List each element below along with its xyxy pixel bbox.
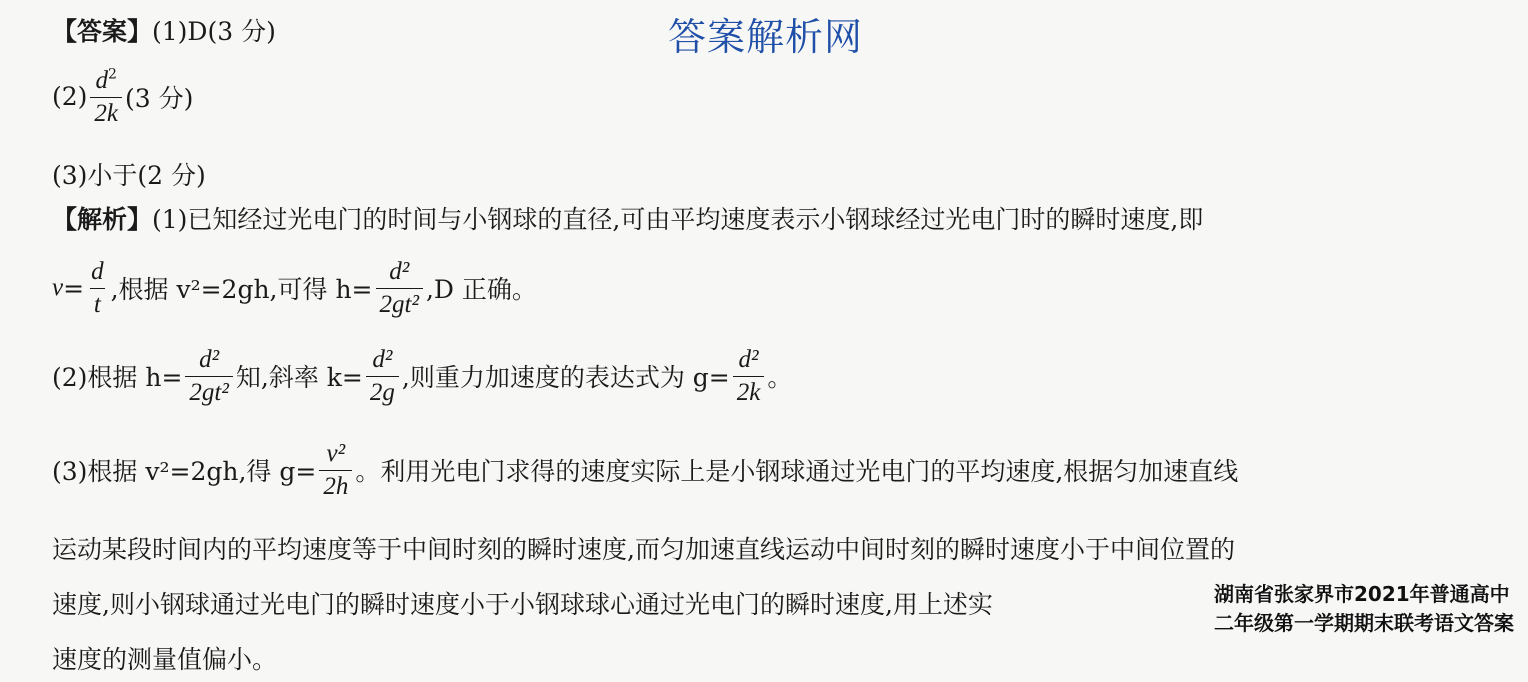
g-den: 2k <box>733 376 765 407</box>
g-v-num: v² <box>326 440 346 467</box>
analysis-text-3b: 知,斜率 k= <box>235 363 363 392</box>
analysis-text-3c: ,则重力加速度的表达式为 g= <box>401 363 730 392</box>
analysis-text-3a: (2)根据 h= <box>52 363 183 392</box>
analysis-text-2-mid: ,根据 v²=2gh,可得 h= <box>110 275 373 304</box>
g-fraction <box>733 346 765 406</box>
analysis-text-4a: (3)根据 v²=2gh,得 g= <box>52 457 317 486</box>
answer-line-2 <box>52 66 193 127</box>
answer-part-2-num: d <box>95 67 109 94</box>
analysis-line-5: 运动某段时间内的平均速度等于中间时刻的瞬时速度,而匀加速直线运动中间时刻的瞬时速度小于中间位置的 <box>52 535 1235 564</box>
analysis-line-3 <box>52 346 792 406</box>
height-num: d² <box>389 258 410 285</box>
analysis-text-3d: 。 <box>767 363 793 392</box>
answer-line-3: (3)小于(2 分) <box>52 161 206 190</box>
analysis-text-1: (1)已知经过光电门的时间与小钢球的直径,可由平均速度表示小钢球经过光电门时的瞬时速度,即 <box>152 205 1204 234</box>
analysis-label: 【解析】 <box>52 205 153 234</box>
answer-part-2-fraction: $\frac{d^2}{2k}$ <box>90 66 122 127</box>
analysis-line-6: 速度,则小钢球通过光电门的瞬时速度小于小钢球球心通过光电门的瞬时速度,用上述实 <box>52 590 993 619</box>
k-num: d² <box>372 346 393 373</box>
answer-part-2-suffix: (3 分) <box>125 83 194 113</box>
g-num: d² <box>738 346 759 373</box>
answer-part-2-den: 2k <box>90 97 122 128</box>
height-fraction <box>376 258 423 318</box>
analysis-line-7: 速度的测量值偏小。 <box>52 645 278 674</box>
velocity-fraction <box>87 258 108 318</box>
overlay-caption: 湖南省张家界市2021年普通高中二年级第一学期期末联考语文答案 <box>1214 582 1514 635</box>
g-v-den: 2h <box>319 470 352 501</box>
answer-part-2-prefix: (2) <box>52 82 88 111</box>
equals-sign: = <box>63 273 85 303</box>
k-fraction <box>366 346 399 406</box>
watermark-title: 答案解析网 <box>668 15 864 59</box>
answer-label: 【答案】 <box>52 17 153 46</box>
analysis-line-4 <box>52 440 1238 500</box>
velocity-den: t <box>90 288 105 319</box>
g-v-fraction <box>319 440 352 500</box>
answer-line-1 <box>52 12 276 48</box>
analysis-line-2 <box>52 258 537 318</box>
h-fraction <box>185 346 232 406</box>
height-den: 2gt² <box>376 288 423 319</box>
velocity-symbol: v <box>52 274 64 301</box>
analysis-line-1 <box>52 200 1203 236</box>
k-den: 2g <box>366 376 399 407</box>
h-num: d² <box>199 346 220 373</box>
velocity-num: d <box>91 258 104 285</box>
analysis-text-2-end: ,D 正确。 <box>425 275 537 304</box>
h-den: 2gt² <box>185 376 232 407</box>
answer-part-1: (1)D(3 分) <box>152 17 276 46</box>
analysis-text-4b: 。利用光电门求得的速度实际上是小钢球通过光电门的平均速度,根据匀加速直线 <box>355 457 1239 486</box>
